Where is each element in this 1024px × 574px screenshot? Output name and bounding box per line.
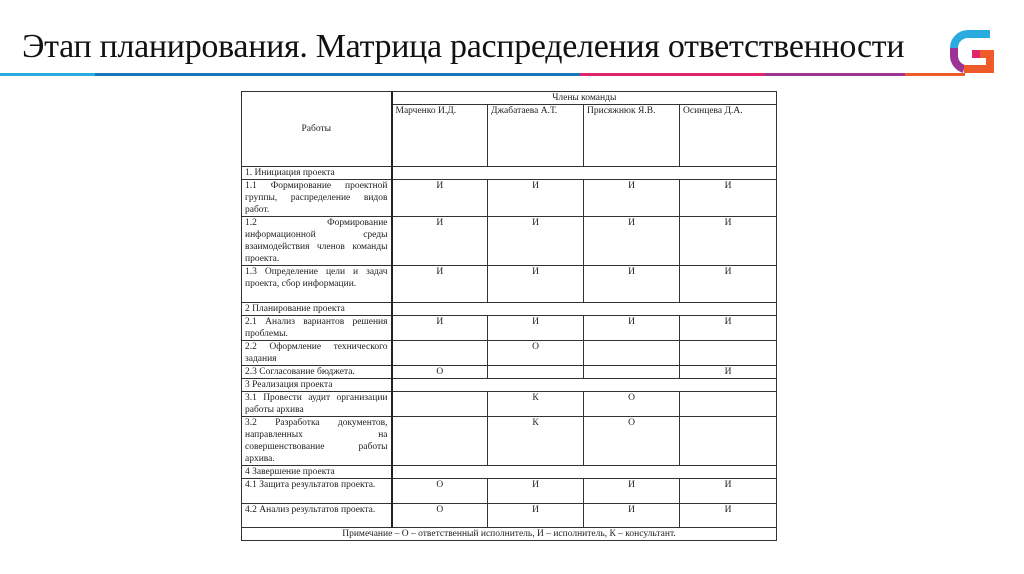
task-label: 3.1 Провести аудит организации работы архива (242, 392, 392, 417)
role-cell: И (392, 266, 488, 303)
responsibility-matrix (241, 91, 777, 541)
section-label: 3 Реализация проекта (242, 379, 392, 392)
table-row (242, 316, 777, 341)
section-label: 4 Завершение проекта (242, 466, 392, 479)
role-cell: И (488, 316, 584, 341)
role-cell: И (488, 266, 584, 303)
role-cell: И (680, 316, 777, 341)
role-cell: И (392, 316, 488, 341)
task-label: 3.2 Разработка документов, направленных на совершенствование работы архива. (242, 417, 392, 466)
task-label: 1.3 Определение цели и задач проекта, сбор информации. (242, 266, 392, 303)
role-cell: О (392, 504, 488, 528)
member-header: Марченко И.Д. (392, 105, 488, 167)
role-cell: К (488, 417, 584, 466)
note-row (242, 528, 777, 541)
title-underline (0, 73, 965, 76)
role-cell: И (488, 180, 584, 217)
table-row (242, 341, 777, 366)
role-cell (680, 417, 777, 466)
role-cell: И (392, 217, 488, 266)
table-row (242, 417, 777, 466)
task-label: 1.1 Формирование проектной группы, распределение видов работ. (242, 180, 392, 217)
table-row (242, 180, 777, 217)
role-cell: И (488, 504, 584, 528)
member-header: Присяжнюк Я.В. (584, 105, 680, 167)
role-cell (680, 392, 777, 417)
role-cell: И (584, 316, 680, 341)
task-label: 4.1 Защита результатов проекта. (242, 479, 392, 504)
role-cell: И (584, 180, 680, 217)
table-row (242, 266, 777, 303)
member-header: Джабатаева А.Т. (488, 105, 584, 167)
role-cell: И (680, 366, 777, 379)
member-header: Осинцева Д.А. (680, 105, 777, 167)
table-note: Примечание – О – ответственный исполнитель, И – исполнитель, К – консультант. (242, 528, 777, 541)
role-cell: К (488, 392, 584, 417)
role-cell: О (584, 417, 680, 466)
team-header: Члены команды (392, 92, 777, 105)
role-cell: И (584, 217, 680, 266)
table-row (242, 392, 777, 417)
role-cell (392, 341, 488, 366)
role-cell: И (584, 266, 680, 303)
role-cell (392, 417, 488, 466)
task-label: 2.2 Оформление технического задания (242, 341, 392, 366)
table-row (242, 217, 777, 266)
role-cell: О (392, 366, 488, 379)
section-row (242, 379, 777, 392)
task-label: 2.1 Анализ вариантов решения проблемы. (242, 316, 392, 341)
table-row (242, 479, 777, 504)
task-label: 2.3 Согласование бюджета. (242, 366, 392, 379)
role-cell (488, 366, 584, 379)
role-cell: И (680, 504, 777, 528)
section-label: 2 Планирование проекта (242, 303, 392, 316)
brand-logo-icon (950, 28, 998, 76)
section-row (242, 466, 777, 479)
role-cell: О (488, 341, 584, 366)
table-row (242, 504, 777, 528)
role-cell (584, 341, 680, 366)
role-cell: И (584, 479, 680, 504)
role-cell (392, 392, 488, 417)
role-cell: И (680, 266, 777, 303)
section-row (242, 303, 777, 316)
section-row (242, 167, 777, 180)
works-header: Работы (242, 92, 392, 167)
role-cell: О (584, 392, 680, 417)
role-cell (680, 341, 777, 366)
section-empty (392, 167, 777, 180)
role-cell: И (680, 217, 777, 266)
table-row (242, 366, 777, 379)
role-cell (584, 366, 680, 379)
section-empty (392, 303, 777, 316)
role-cell: И (488, 217, 584, 266)
task-label: 4.2 Анализ результатов проекта. (242, 504, 392, 528)
section-label: 1. Инициация проекта (242, 167, 392, 180)
role-cell: И (680, 479, 777, 504)
role-cell: И (680, 180, 777, 217)
slide-title: Этап планирования. Матрица распределения ответственности (22, 28, 905, 65)
role-cell: И (584, 504, 680, 528)
task-label: 1.2 Формирование информационной среды взаимодействия членов команды проекта. (242, 217, 392, 266)
section-empty (392, 379, 777, 392)
role-cell: И (392, 180, 488, 217)
role-cell: О (392, 479, 488, 504)
section-empty (392, 466, 777, 479)
role-cell: И (488, 479, 584, 504)
